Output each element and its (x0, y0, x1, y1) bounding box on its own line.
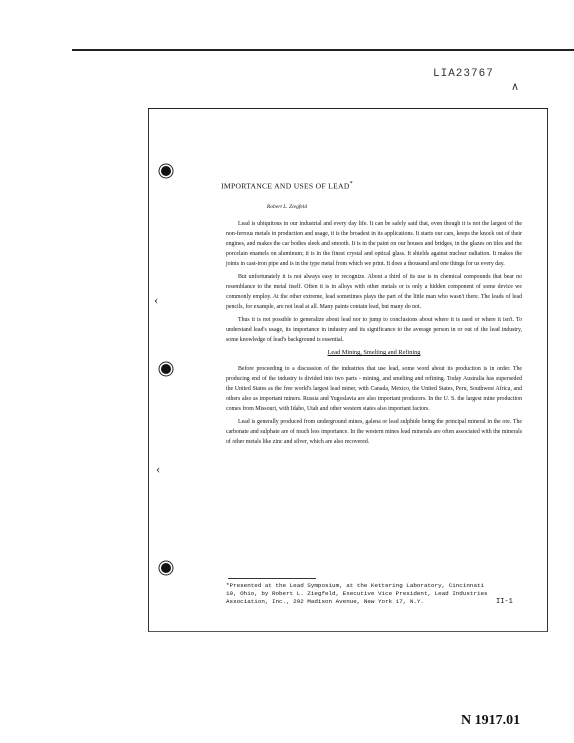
punch-hole-icon (161, 364, 171, 374)
margin-tick-icon: ‹ (156, 461, 161, 476)
punch-hole-icon (161, 563, 171, 573)
footnote-rule (228, 578, 316, 579)
paragraph: Before proceeding to a discussion of the industries that use lead, some word about its production is in order. The producing end of the industry is divided into two parts - mining, and smelting and refining. Today Australia has superseded the United States as the free world's largest lead miner, with Canada, Mexico, the United States, Peru, Southwest Africa, and others also as important miners. Russia and Yugoslavia are also important producers. In the U. S. the largest mine production comes from Missouri, with Idaho, Utah and other western states also important factors. (226, 366, 522, 412)
footnote: *Presented at the Lead Symposium, at the Kettering Laboratory, Cincinnati 19, Ohio, by Robert L. Ziegfeld, Executive Vice President, Lead Industries Association, Inc., 292 Madison Avenue, New York 17, N.Y. (226, 582, 488, 605)
margin-tick-icon: ‹ (154, 292, 159, 307)
section-heading: Lead Mining, Smelting and Refining (327, 349, 421, 356)
top-rule (72, 49, 574, 51)
article-body (226, 219, 522, 450)
page-number: II-1 (496, 598, 513, 606)
article-author: Robert L. Ziegfeld (266, 204, 308, 210)
article-title-text: IMPORTANCE AND USES OF LEAD (221, 181, 350, 191)
paragraph: Lead is ubiquitous in our industrial and every day life. It can be safely said that, even though it is not the largest of the non-ferrous metals in production and usage, it is the broadest in its applications. It starts our cars, keeps the knock out of their engines, and makes the car bodies sleek and smooth. It is in the paint on our houses and bridges, in the glazes on tiles and the porcelain enamels on aluminum; it is in the finest crystal and optical glass. It shields against nuclear radiation. It makes the joints in cast-iron pipe and is in the type metal from which we print. It does a thousand and one things for us every day. (226, 221, 522, 267)
bates-code: N 1917.01 (461, 713, 521, 728)
title-footnote-mark: * (349, 181, 353, 187)
article-title (0, 181, 574, 191)
paragraph: Lead is generally produced from underground mines, galena or lead sulphide being the principal mineral in the ore. The carbonate and sulphate are of much less importance. In the western mines lead minerals are often associated with the minerals of other metals like zinc and silver, which are also recovered. (226, 419, 522, 445)
paragraph: Thus it is not possible to generalize about lead nor to jump to conclusions about where it is used or where it isn't. To understand lead's usage, its importance in industry and its significance to the average person in or out of the lead industry, some knowledge of lead's background is essential. (226, 317, 522, 343)
corner-mark: ∧ (511, 81, 520, 93)
paragraph: But unfortunately it is not always easy to recognize. About a third of its use is in chemical compounds that bear no resemblance to the metal itself. Often it is in alloys with other metals or is only a hidden component of some device we commonly employ. At the other extreme, lead sometimes plays the part of the little man who wasn't there. The leads of lead pencils, for example, are not lead at all. Many paints contain lead, but many do not. (226, 274, 522, 310)
document-id: LIA23767 (433, 68, 494, 80)
punch-hole-icon (161, 166, 171, 176)
